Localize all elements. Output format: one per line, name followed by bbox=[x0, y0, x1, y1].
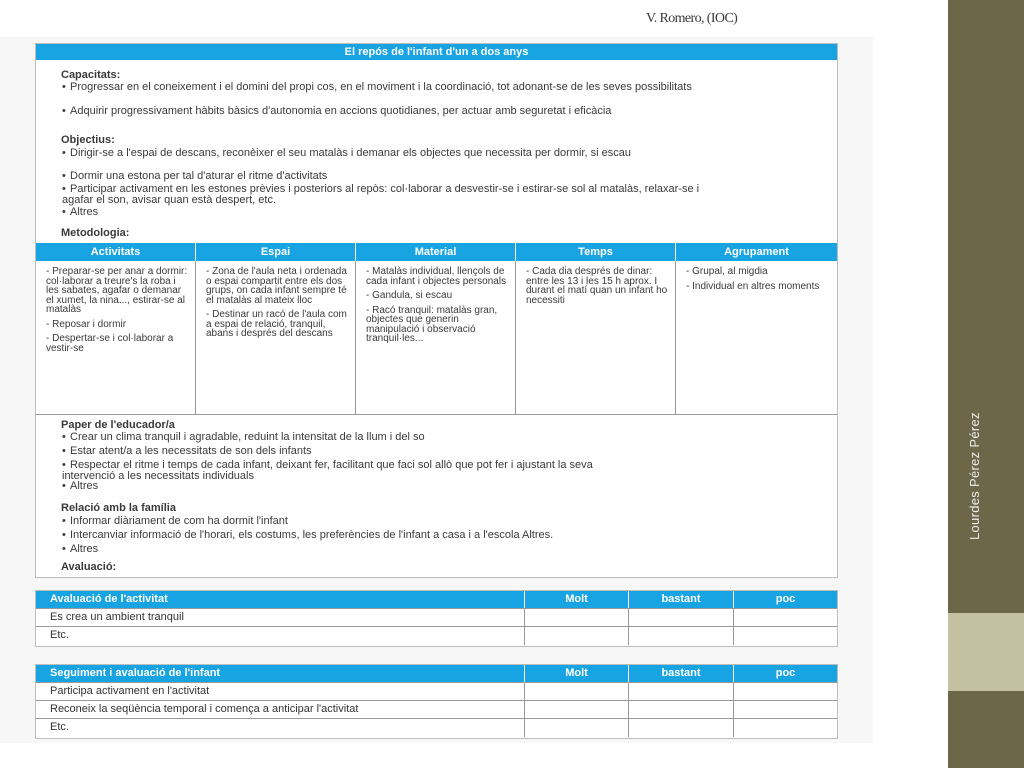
col-poc: poc bbox=[734, 665, 837, 682]
list-item: • Adquirir progressivament hàbits bàsics d'autonomia en accions quotidianes, per actuar amb seguretat i eficàcia bbox=[62, 105, 612, 117]
objectiu-text: Dirigir-se a l'espai de descans, reconèixer el seu matalàs i demanar els objectes que necessita per dormir, si escau bbox=[70, 147, 631, 159]
material-cell bbox=[356, 261, 516, 414]
temps-cell bbox=[516, 261, 676, 414]
objectiu-text: Altres bbox=[70, 206, 99, 218]
poc-cell bbox=[734, 683, 837, 700]
row-label: Etc. bbox=[36, 627, 525, 645]
list-item: • Informar diàriament de com ha dormit l'infant bbox=[62, 515, 288, 527]
objectiu-text: Participar activament en les estones prèvies i posteriors al repòs: col·laborar a desvestir-se i estirar-se sol al matalàs, relaxar-se i agafar el son, avisar quan està despert, etc. bbox=[62, 183, 700, 206]
list-item: • Participar activament en les estones prèvies i posteriors al repòs: col·laborar a desvestir-se i estirar-se sol al matalàs, relaxar-se i agafar el son, avisar quan està despert, etc. bbox=[62, 183, 700, 206]
list-item: • Altres bbox=[62, 206, 99, 218]
objectius-heading: Objectius: bbox=[61, 134, 115, 146]
col-poc: poc bbox=[734, 591, 837, 608]
list-item: • Dormir una estona per tal d'aturar el ritme d'activitats bbox=[62, 170, 328, 182]
familia-text: Intercanviar informació de l'horari, els costums, les preferències de l'infant a casa i a l'escola Altres. bbox=[70, 529, 554, 541]
molt-cell bbox=[525, 683, 629, 700]
col-bastant: bastant bbox=[629, 665, 734, 682]
eval-activitat-title: Avaluació de l'activitat bbox=[36, 591, 525, 608]
paper-heading: Paper de l'educador/a bbox=[61, 419, 175, 431]
activitat-item: - Preparar-se per anar a dormir: col·laborar a treure's la roba i les sabates, agafar o demanar el xumet, la nina..., estirar-se al matalàs bbox=[46, 266, 188, 315]
paper-text: Crear un clima tranquil i agradable, reduint la intensitat de la llum i del so bbox=[70, 431, 425, 443]
poc-cell bbox=[734, 627, 837, 645]
table-row bbox=[36, 627, 837, 645]
document-title: El repós de l'infant d'un a dos anys bbox=[36, 44, 837, 60]
molt-cell bbox=[525, 609, 629, 626]
activitat-item: - Despertar-se i col·laborar a vestir-se bbox=[46, 333, 174, 354]
col-molt: Molt bbox=[525, 665, 629, 682]
paper-text: Respectar el ritme i temps de cada infant, deixant fer, facilitant que faci sol allò que pot fer i ajustant la seva intervenció a les necessitats individuals bbox=[62, 459, 593, 482]
author-label: Lourdes Pérez Pérez bbox=[967, 412, 982, 540]
eval-infant-title: Seguiment i avaluació de l'infant bbox=[36, 665, 525, 682]
bastant-cell bbox=[629, 627, 734, 645]
espai-item: - Destinar un racó de l'aula com a espai de relació, tranquil, abans i després del descans bbox=[206, 309, 347, 339]
col-bastant: bastant bbox=[629, 591, 734, 608]
paper-text: Altres bbox=[70, 480, 99, 492]
eval-activitat-table bbox=[35, 590, 838, 647]
bastant-cell bbox=[629, 609, 734, 626]
row-label: Participa activament en l'activitat bbox=[36, 683, 525, 700]
table-row bbox=[36, 609, 837, 627]
capacitat-text: Adquirir progressivament hàbits bàsics d'autonomia en accions quotidianes, per actuar amb seguretat i eficàcia bbox=[70, 105, 612, 117]
espai-item: - Zona de l'aula neta i ordenada o espai compartit entre els dos grups, on cada infant sempre té el matalàs al mateix lloc bbox=[206, 266, 347, 306]
list-item: • Dirigir-se a l'espai de descans, reconèixer el seu matalàs i demanar els objectes que necessita per dormir, si escau bbox=[62, 147, 631, 159]
col-molt: Molt bbox=[525, 591, 629, 608]
list-item: • Intercanviar informació de l'horari, els costums, les preferències de l'infant a casa i a l'escola Altres. bbox=[62, 529, 554, 541]
molt-cell bbox=[525, 627, 629, 645]
familia-text: Informar diàriament de com ha dormit l'infant bbox=[70, 515, 288, 527]
agrupament-item: - Grupal, al migdia bbox=[686, 266, 768, 277]
activitats-cell bbox=[36, 261, 196, 414]
eval-activitat-header bbox=[36, 591, 837, 609]
col-header-espai: Espai bbox=[196, 243, 356, 261]
list-item: • Estar atent/a a les necessitats de son dels infants bbox=[62, 445, 312, 457]
metodologia-body-row bbox=[36, 261, 837, 415]
col-header-temps: Temps bbox=[516, 243, 676, 261]
poc-cell bbox=[734, 719, 837, 737]
bastant-cell bbox=[629, 683, 734, 700]
slide-header: V. Romero, (IOC) bbox=[646, 11, 738, 26]
material-item: - Gandula, si escau bbox=[366, 290, 453, 301]
list-item: • Progressar en el coneixement i el domini del propi cos, en el moviment i la coordinació, tot adonant-se de les seves possibilitats bbox=[62, 81, 692, 93]
bastant-cell bbox=[629, 719, 734, 737]
bastant-cell bbox=[629, 701, 734, 718]
table-row bbox=[36, 719, 837, 737]
espai-cell bbox=[196, 261, 356, 414]
objectiu-text: Dormir una estona per tal d'aturar el ritme d'activitats bbox=[70, 170, 328, 182]
list-item: • Altres bbox=[62, 480, 99, 492]
agrupament-cell bbox=[676, 261, 837, 414]
table-row bbox=[36, 683, 837, 701]
eval-infant-table bbox=[35, 664, 838, 739]
eval-infant-header bbox=[36, 665, 837, 683]
capacitat-text: Progressar en el coneixement i el domini del propi cos, en el moviment i la coordinació, tot adonant-se de les seves possibilitats bbox=[70, 81, 692, 93]
familia-heading: Relació amb la família bbox=[61, 502, 176, 514]
molt-cell bbox=[525, 701, 629, 718]
list-item: • Crear un clima tranquil i agradable, reduint la intensitat de la llum i del so bbox=[62, 431, 425, 443]
paper-text: Estar atent/a a les necessitats de son dels infants bbox=[70, 445, 312, 457]
table-row bbox=[36, 701, 837, 719]
avaluacio-heading: Avaluació: bbox=[61, 561, 117, 573]
material-item: - Matalàs individual, llençols de cada infant i objectes personals bbox=[366, 266, 507, 287]
row-label: Es crea un ambient tranquil bbox=[36, 609, 525, 626]
sidebar-accent-block bbox=[948, 613, 1024, 691]
capacitats-heading: Capacitats: bbox=[61, 69, 121, 81]
poc-cell bbox=[734, 609, 837, 626]
planning-table bbox=[35, 43, 838, 578]
row-label: Etc. bbox=[36, 719, 525, 737]
familia-text: Altres bbox=[70, 543, 99, 555]
temps-item: - Cada dia després de dinar: entre les 13 i les 15 h aprox. I durant el matí quan un infant ho necessiti bbox=[526, 266, 668, 306]
activitat-item: - Reposar i dormir bbox=[46, 318, 127, 330]
list-item: • Respectar el ritme i temps de cada infant, deixant fer, facilitant que faci sol allò que pot fer i ajustant la seva intervenció a les necessitats individuals bbox=[62, 459, 593, 482]
list-item: • Altres bbox=[62, 543, 99, 555]
row-label: Reconeix la seqüència temporal i comença a anticipar l'activitat bbox=[36, 701, 525, 718]
agrupament-item: - Individual en altres moments bbox=[686, 280, 820, 292]
metodologia-heading: Metodologia: bbox=[61, 227, 130, 239]
metodologia-header-row bbox=[36, 243, 837, 261]
col-header-activitats: Activitats bbox=[36, 243, 196, 261]
col-header-agrupament: Agrupament bbox=[724, 246, 789, 258]
col-header-material: Material bbox=[356, 243, 516, 261]
molt-cell bbox=[525, 719, 629, 737]
material-item: - Racó tranquil: matalàs gran, objectes que generin manipulació i observació tranquil·les... bbox=[366, 304, 498, 344]
poc-cell bbox=[734, 701, 837, 718]
